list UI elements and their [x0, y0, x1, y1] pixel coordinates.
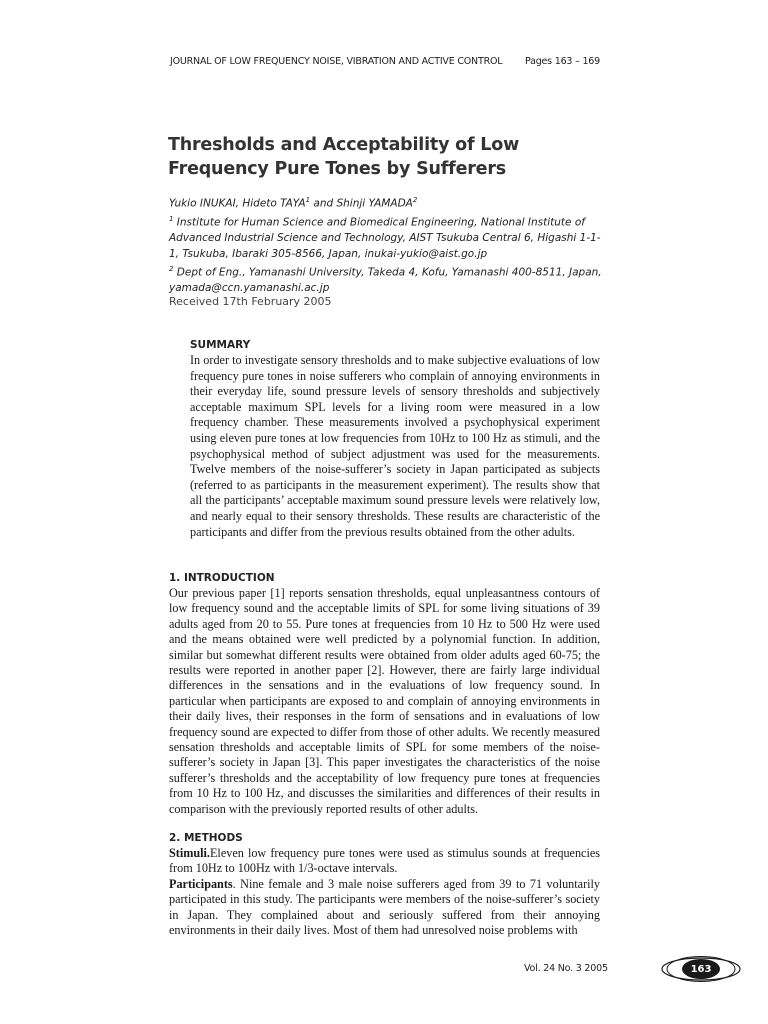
affiliation-text: Institute for Human Science and Biomedical Engineering, National Institute of Advanced Industrial Science and Technology, AIST Tsukuba Central 6, Higashi 1-1-1, Tsukuba, Ibaraki 305-8566, Japan, inukai-yukio@aist.go.jp — [169, 216, 601, 260]
introduction-text: Our previous paper [1] reports sensation thresholds, equal unpleasantness contours of low frequency sound and the acceptable limits of SPL for some living situations of 39 adults aged from 20 to 55. Pure tones at frequencies from 10 Hz to 500 Hz were used and the means obtained were well predicted by a polynomial function. In addition, similar but somewhat different results were obtained from older adults aged 60-75; the results were reported in another paper [2]. However, there are fairly large individual differences in the sensations and in the evaluations of low frequency sound. In particular when participants are exposed to and complain of annoying environments in their daily lives, their responses in the form of sensations and in evaluations of low frequency sound are expected to differ from those of other adults. We recently measured sensation thresholds and acceptable limits of SPL for some members of the noise-sufferer’s society in Japan [3]. This paper investigates the characteristics of the noise sufferer’s thresholds and the acceptability of low frequency pure tones at frequencies from 10 Hz to 100 Hz, and discusses the similarities and differences of their results in comparison with the previously reported results of other adults. — [169, 586, 600, 816]
methods-heading: 2. METHODS — [169, 832, 243, 844]
stimuli-paragraph — [169, 846, 600, 877]
affiliation-text: Dept of Eng., Yamanashi University, Takeda 4, Kofu, Yamanashi 400-8511, Japan, yamada@ccn.yamanashi.ac.jp — [169, 266, 602, 294]
page-number-badge — [660, 955, 742, 983]
summary-section — [190, 339, 600, 540]
author-superscript: 1 — [305, 196, 311, 204]
journal-name: JOURNAL OF LOW FREQUENCY NOISE, VIBRATION AND ACTIVE CONTROL — [170, 56, 503, 67]
affiliation-superscript: 1 — [169, 215, 174, 223]
affiliation-2 — [169, 262, 609, 297]
page-range: Pages 163 – 169 — [524, 56, 600, 67]
summary-heading: SUMMARY — [190, 339, 251, 351]
participants-paragraph — [169, 877, 600, 939]
affiliation-superscript: 2 — [169, 265, 174, 273]
affiliation-1 — [169, 212, 609, 262]
received-date: Received 17th February 2005 — [169, 295, 332, 308]
methods-section — [169, 831, 600, 938]
volume-info: Vol. 24 No. 3 2005 — [524, 963, 608, 974]
author-block — [169, 193, 609, 297]
author-superscript: 2 — [412, 196, 418, 204]
author-list — [169, 193, 609, 212]
running-header — [170, 56, 600, 67]
author-name: Yukio INUKAI, Hideto TAYA — [169, 197, 306, 210]
stimuli-text: Eleven low frequency pure tones were used as stimulus sounds at frequencies from 10Hz to 100Hz with 1/3-octave intervals. — [169, 846, 600, 876]
introduction-heading: 1. INTRODUCTION — [169, 572, 275, 584]
stimuli-label: Stimuli. — [169, 846, 210, 860]
author-name: and Shinji YAMADA — [310, 197, 413, 210]
article-title: Thresholds and Acceptability of Low Frequency Pure Tones by Sufferers — [168, 135, 520, 179]
participants-label: Participants — [169, 876, 233, 891]
participants-text: . Nine female and 3 male noise sufferers aged from 39 to 71 voluntarily participated in this study. The participants were members of the noise-sufferer’s society in Japan. They complained about and seriously suffered from their annoying environments in their daily lives. Most of them had unresolved noise problems with — [169, 876, 600, 938]
introduction-section — [169, 571, 600, 817]
summary-text: In order to investigate sensory thresholds and to make subjective evaluations of low frequency pure tones in noise sufferers who complain of annoying environments in their everyday life, sound pressure levels of sensory thresholds and subjectively acceptable maximum SPL levels for a living room were measured in a low frequency chamber. These measurements involved a psychophysical experiment using eleven pure tones at low frequencies from 10Hz to 100 Hz as stimuli, and the psychophysical method of subject adjustment was used for the measurements. Twelve members of the noise-sufferer’s society in Japan participated as subjects (referred to as participants in the measurement experiment). The results show that all the participants’ acceptable maximum sound pressure levels were relatively low, and nearly equal to their sensory thresholds. These results are characteristic of the participants and differ from the previous results obtained from the other adults. — [190, 353, 600, 539]
page-number: 163 — [690, 963, 712, 975]
